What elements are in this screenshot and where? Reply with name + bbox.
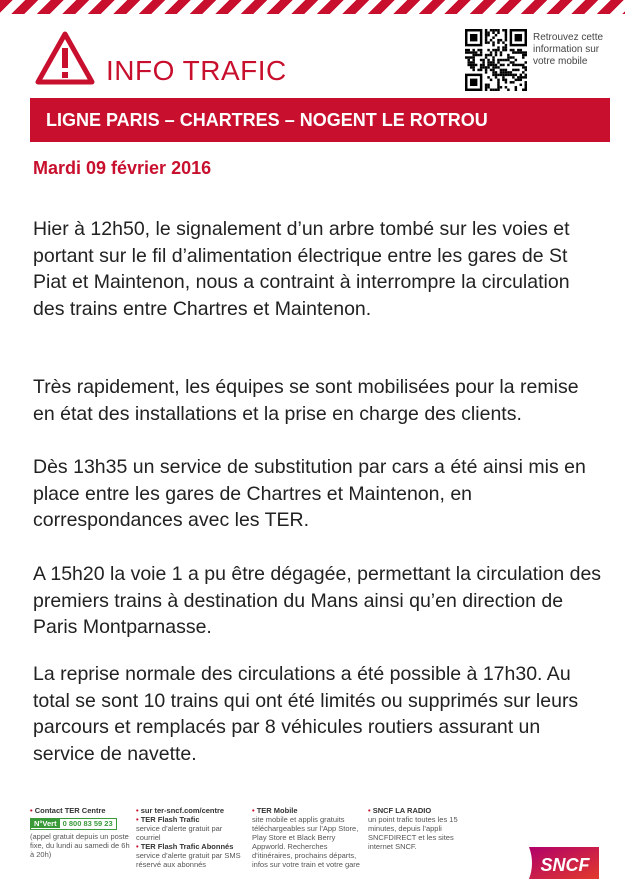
footer-web (136, 806, 248, 869)
green-number: 0 800 83 59 23 (62, 819, 113, 828)
qr-note: Retrouvez cette information sur votre mobile (533, 32, 604, 67)
paragraph-summary: La reprise normale des circulations a été possible à 17h30. Au total se sont 10 trains qui ont été limités ou supprimés sur leurs parcours et remplacés par 8 véhicules routiers assurant un service de navette. (33, 663, 579, 765)
footer-web-link[interactable]: • sur ter-sncf.com/centre (136, 806, 248, 815)
footer-flash-head: • TER Flash Trafic (136, 815, 248, 824)
footer-radio-text: un point trafic toutes les 15 minutes, depuis l’appli SNCFDIRECT et les sites internet SNCF. (368, 815, 458, 851)
footer-flash2-text: service d’alerte gratuit par SMS réservé aux abonnés (136, 851, 241, 869)
paragraph-response: Très rapidement, les équipes se sont mobilisées pour la remise en état des installations et la prise en charge des clients. (33, 376, 579, 425)
footer-flash2-head: • TER Flash Trafic Abonnés (136, 842, 248, 851)
footer-radio (368, 806, 480, 851)
line-banner (30, 98, 610, 142)
paragraph-substitution: Dès 13h35 un service de substitution par cars a été ainsi mis en place entre les gares de Chartres et Maintenon, en correspondances avec les TER. (33, 456, 586, 531)
paragraph-track-cleared: A 15h20 la voie 1 a pu être dégagée, permettant la circulation des premiers trains à destination du Mans ainsi qu’en direction de Paris Montparnasse. (33, 563, 602, 638)
footer-flash-text: service d’alerte gratuit par courriel (136, 824, 223, 842)
footer-contact-note: (appel gratuit depuis un poste fixe, du lundi au samedi de 6h à 20h) (30, 832, 130, 859)
paragraph-incident: Hier à 12h50, le signalement d’un arbre tombé sur les voies et portant sur le fil d’alimentation électrique entre les gares de St Piat et Maintenon, nous a contraint à interrompre la circulation des trains entre Chartres et Maintenon. (33, 218, 570, 320)
footer-mobile-text: site mobile et applis gratuits téléchargeables sur l’App Store, Play Store et Black Berry Appworld. Recherches d’itinéraires, prochains départs, infos sur votre train et votre gare (252, 815, 360, 869)
green-number-badge[interactable] (30, 818, 117, 830)
line-banner-title: LIGNE PARIS – CHARTRES – NOGENT LE ROTROU (46, 110, 488, 130)
bulletin-date: Mardi 09 février 2016 (33, 158, 212, 178)
footer-mobile-head: • TER Mobile (252, 806, 364, 815)
qr-code-icon[interactable] (465, 29, 527, 91)
footer-contact-head: • Contact TER Centre (30, 806, 130, 815)
sncf-logo-text: SNCF (540, 855, 590, 875)
top-hazard-stripes (0, 0, 625, 14)
footer-contact (30, 806, 130, 859)
footer-mobile (252, 806, 364, 869)
footer-radio-head: • SNCF LA RADIO (368, 806, 480, 815)
sncf-logo (525, 843, 603, 883)
warning-triangle-icon (34, 30, 96, 86)
green-number-label: N°Vert (31, 819, 60, 828)
page-title: INFO TRAFIC (106, 55, 287, 86)
